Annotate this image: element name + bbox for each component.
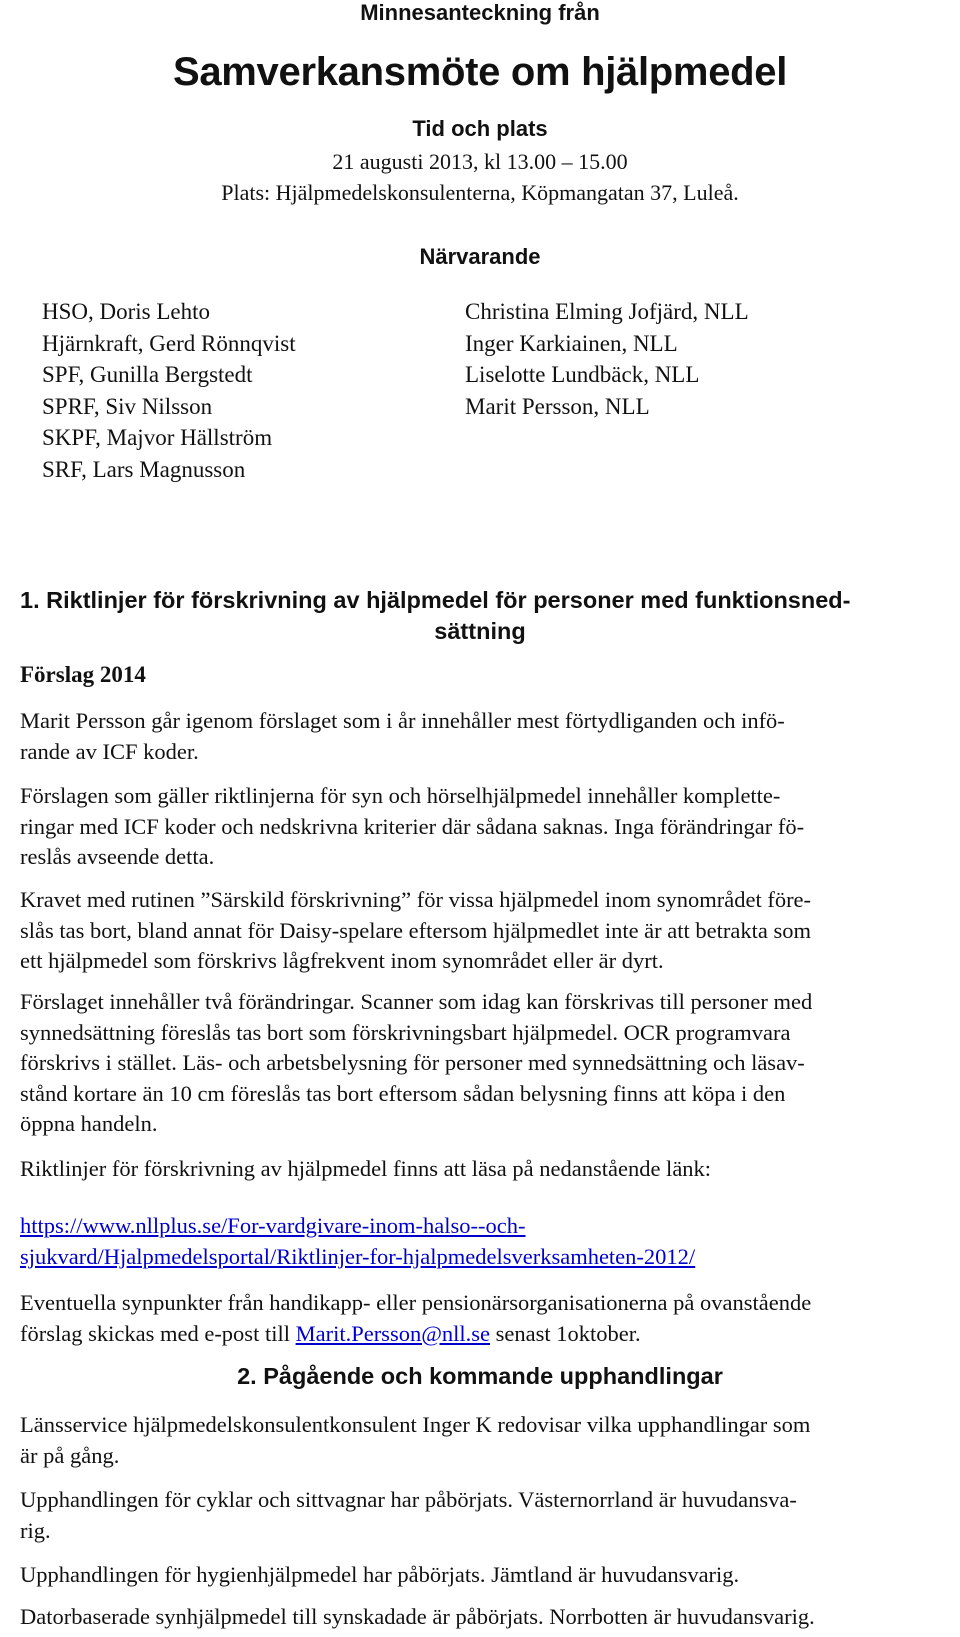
text-line: förslag skickas med e-post till [20,1320,296,1346]
section1-final-paragraph [20,1288,955,1349]
section2-paragraph [20,1560,955,1591]
text-line: synnedsättning föreslås tas bort som förskrivningsbart hjälpmedel. OCR programvara [20,1019,791,1045]
text-line: är på gång. [20,1442,120,1468]
section1-subheading: Förslag 2014 [20,662,146,687]
text-line: Marit Persson går igenom förslaget som i år innehåller mest förtydliganden och infö- [20,708,785,733]
text-line: Upphandlingen för hygienhjälpmedel har påbörjats. Jämtland är huvudansvarig. [20,1562,740,1587]
text-line: rig. [20,1517,51,1543]
attendees-left-list [42,296,296,486]
meeting-place: Plats: Hjälpmedelskonsulenterna, Köpmangatan 37, Luleå. [221,180,739,205]
section1-paragraph [20,885,955,977]
text-line: Förslagen som gäller riktlinjerna för syn och hörselhjälpmedel innehåller komplette- [20,783,781,808]
text-line: Kravet med rutinen ”Särskild förskrivning” för vissa hjälpmedel inom synområdet före- [20,887,812,912]
text-line: rande av ICF koder. [20,738,199,764]
attendee-item: SPF, Gunilla Bergstedt [42,362,253,388]
attendee-item: Marit Persson, NLL [465,393,650,419]
attendee-item: Liselotte Lundbäck, NLL [465,362,700,388]
attendee-item: SPRF, Siv Nilsson [42,393,213,419]
guidelines-link-block [20,1211,955,1272]
section1-paragraph [20,706,955,767]
text-line: Riktlinjer för förskrivning av hjälpmedel finns att läsa på nedanstående länk: [20,1156,712,1181]
section2-paragraph [20,1602,955,1633]
guidelines-link-line1[interactable]: https://www.nllplus.se/For-vardgivare-inom-halso--och- [20,1213,526,1238]
text-line: Upphandlingen för cyklar och sittvagnar har påbörjats. Västernorrland är huvudansva- [20,1487,797,1512]
text-line: Datorbaserade synhjälpmedel till synskadade är påbörjats. Norrbotten är huvudansvarig. [20,1604,815,1629]
text-line: Eventuella synpunkter från handikapp- eller pensionärsorganisationerna på ovanstående [20,1290,812,1315]
attendee-item: HSO, Doris Lehto [42,299,211,324]
section1-paragraph [20,1154,955,1185]
attendee-item: Inger Karkiainen, NLL [465,330,678,356]
section2-paragraph [20,1410,955,1471]
section1-paragraph [20,987,955,1140]
attendee-item: SKPF, Majvor Hällström [42,425,273,451]
time-place-heading: Tid och plats [412,116,548,141]
document-kicker: Minnesanteckning från [360,0,600,25]
attendees-heading: Närvarande [419,244,541,269]
attendees-right-list [465,296,749,422]
text-line: öppna handeln. [20,1111,158,1136]
text-line: Länsservice hjälpmedelskonsulentkonsulent Inger K redovisar vilka upphandlingar som [20,1412,811,1437]
email-link[interactable]: Marit.Persson@nll.se [295,1320,491,1346]
text-line: Förslaget innehåller två förändringar. Scanner som idag kan förskrivas till personer med [20,989,813,1014]
text-line: slås tas bort, bland annat för Daisy-spelare eftersom hjälpmedlet inte är att betrakta som [20,917,811,943]
attendee-item: SRF, Lars Magnusson [42,456,246,482]
document-title: Samverkansmöte om hjälpmedel [172,50,788,94]
attendee-item: Hjärnkraft, Gerd Rönnqvist [42,330,296,356]
section1-heading-line1: 1. Riktlinjer för förskrivning av hjälpmedel för personer med funktionsned- [20,587,851,613]
section1-paragraph [20,781,955,873]
section2-paragraph [20,1485,955,1546]
guidelines-link-line2[interactable]: sjukvard/Hjalpmedelsportal/Riktlinjer-for-hjalpmedelsverksamheten-2012/ [20,1243,696,1269]
text-line: senast 1oktober. [490,1320,641,1346]
text-line: ringar med ICF koder och nedskrivna kriterier där sådana saknas. Inga förändringar fö- [20,813,805,839]
section1-heading-line2: sättning [434,618,526,644]
text-line: förskrivs i stället. Läs- och arbetsbelysning för personer med synnedsättning och läsav- [20,1050,805,1075]
attendee-item: Christina Elming Jofjärd, NLL [465,299,749,324]
meeting-date: 21 augusti 2013, kl 13.00 – 15.00 [332,149,628,174]
section2-heading: 2. Pågående och kommande upphandlingar [237,1363,723,1389]
text-line: stånd kortare än 10 cm föreslås tas bort eftersom sådan belysning finns att köpa i den [20,1080,786,1106]
text-line: ett hjälpmedel som förskrivs lågfrekvent inom synområdet eller är dyrt. [20,948,664,973]
text-line: reslås avseende detta. [20,844,215,869]
